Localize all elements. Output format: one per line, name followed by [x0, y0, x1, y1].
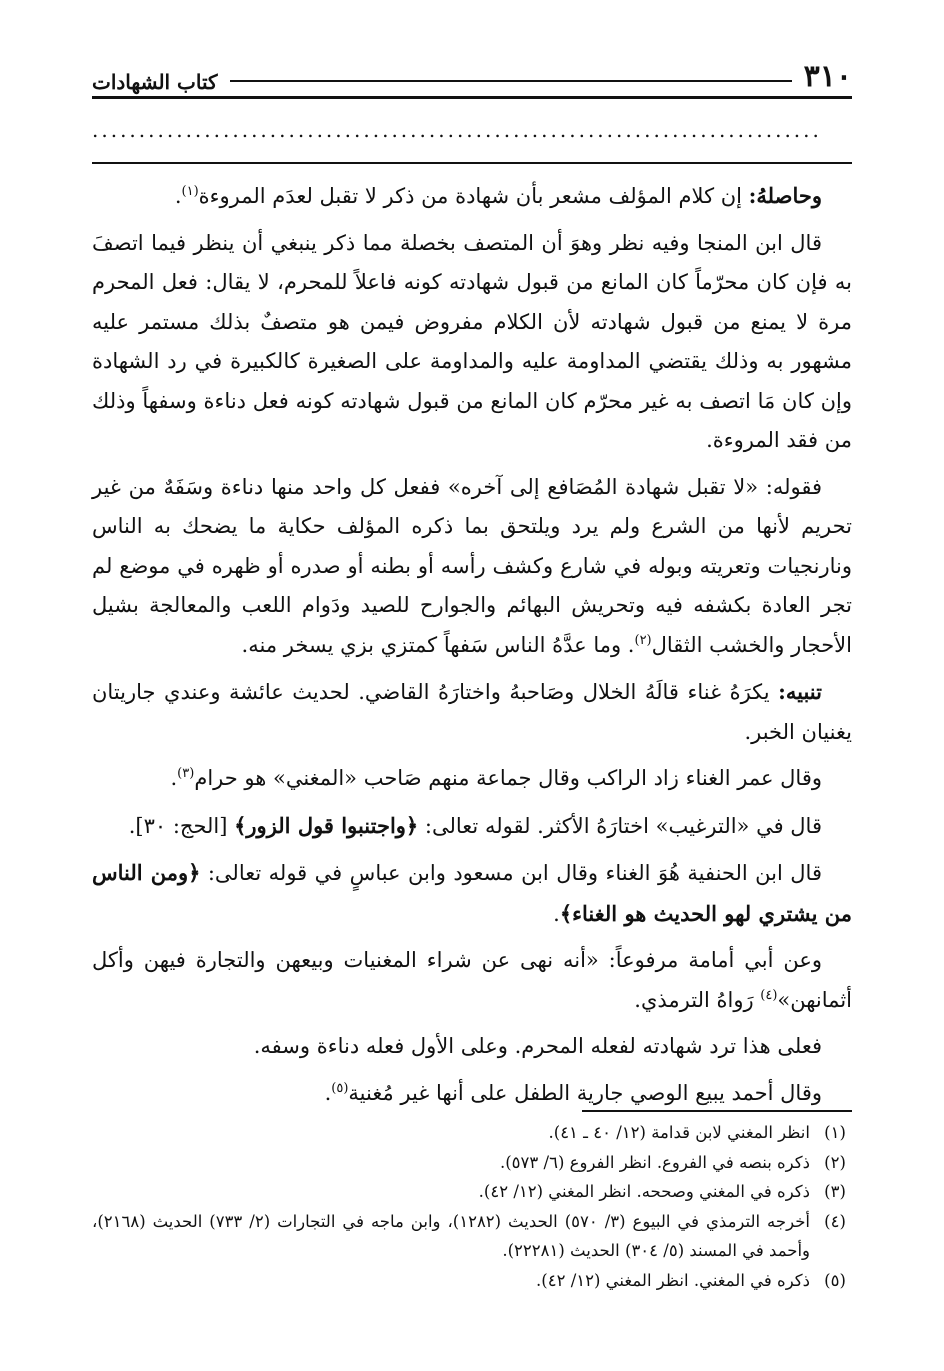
footnotes [92, 1118, 852, 1295]
paragraph-targhib [92, 806, 852, 847]
page-number: ٣١٠ [803, 59, 852, 94]
footnote-number: (٤) [824, 1211, 846, 1231]
footnote-text: أخرجه الترمذي في البيوع (٣/ ٥٧٠) الحديث (١٢٨٢)، وابن ماجه في التجارات (٢/ ٧٣٣) الحديث (٢١٦٨)، وأحمد في المسند (٥/ ٣٠٤) الحديث (٢٢٢٨١). [92, 1211, 810, 1260]
paragraph-text: قال ابن الحنفية هُوَ الغناء وقال ابن مسعود وابن عباسٍ في قوله تعالى: [200, 861, 822, 885]
lead-word: وحاصلهُ: [748, 183, 822, 208]
footnote-ref[interactable]: (٤) [760, 987, 778, 1003]
dotted-separator: .............................................................................. [92, 118, 822, 142]
paragraph-text: وعن أبي أمامة مرفوعاً: «أنه نهى عن شراء المغنيات وبيعهن والتجارة فيهن وأكل أثمانهن» [92, 948, 852, 1012]
paragraph-umar [92, 759, 852, 799]
book-title: كتاب الشهادات [92, 70, 218, 94]
paragraph-ahmad [92, 1074, 852, 1114]
paragraph-tail: . [170, 766, 178, 790]
footnote [92, 1177, 852, 1207]
paragraph-note [92, 672, 852, 752]
footnote-text: ذكره بنصه في الفروع. انظر الفروع (٦/ ٥٧٣). [499, 1152, 810, 1172]
footnote-number: (٢) [824, 1152, 846, 1172]
paragraph-tail: . وما عدَّهُ الناس سَفهاً كمتزي بزي يسخر منه. [241, 632, 635, 657]
running-header [92, 50, 852, 99]
quran-verse: ﴿ومن الناس من يشتري لهو الحديث هو الغناء﴾ [92, 860, 852, 926]
paragraph-conclusion: فعلى هذا ترد شهادته لفعله المحرم. وعلى الأول فعله دناءة وسفه. [253, 1034, 822, 1058]
paragraph-ibn-almunja: قال ابن المنجا وفيه نظر وهوَ أن المتصف بخصلة مما ذكر ينبغي أن ينظر فيما اتصفَ به فإن كان محرّماً كان المانع من قبول شهادته كونه فاعلاً للمحرم، لا يقال: فعل المحرم مرة لا يمنع من قبول شهادته لأن الكلام مفروض فيمن هو متصفٌ بذلك مستمر عليه مشهور به وذلك يقتضي المداومة عليه والمداومة على الصغيرة كالكبيرة في رد الشهادة وإن كان مَا اتصف به غير محرّم كان المانع من قبول شهادته كونه فعل دناءة وسفهاً وذلك من فقد المروءة. [92, 230, 852, 452]
paragraph-ibn-alhanafiyya [92, 853, 852, 934]
paragraph-tail: [الحج: ٣٠]. [128, 813, 235, 838]
header-rule [230, 80, 792, 82]
paragraph-tail: . [324, 1080, 332, 1105]
footnote-text: انظر المغني لابن قدامة (١٢/ ٤٠ ـ ٤١). [548, 1123, 810, 1142]
paragraph-abu-umama [92, 941, 852, 1020]
footnote [92, 1148, 852, 1178]
paragraph-commentary [92, 468, 852, 666]
paragraph-text: فقوله: «لا تقبل شهادة المُصَافع إلى آخره» ففعل كل واحد منها دناءة وسَفَهٌ من غير تحريم لأنها من الشرع ولم يرد ويلتحق بما ذكره المؤلف حكاية ما يضحك به الناس ونارنجيات وتعريته وبوله في شارع وكشف رأسه أو بطنه أو صدره أو ظهره في موضع لم تجر العادة بكشفه فيه وتحريش البهائم والجوارح للصيد ودَوام اللعب والمعالجة بشيل الأحجار والخشب الثقال [92, 474, 852, 657]
footnote-number: (١) [824, 1123, 846, 1142]
footnote-rule [582, 1110, 852, 1112]
footnote-ref[interactable]: (٣) [177, 766, 195, 781]
separator-rule [92, 162, 852, 164]
paragraph-tail: . [553, 901, 560, 926]
footnote-text: ذكره في المغني وصححه. انظر المغني (١٢/ ٤٢). [478, 1182, 810, 1201]
footnote [92, 1207, 852, 1266]
footnote [92, 1266, 852, 1296]
paragraph-text: وقال أحمد يبيع الوصي جارية الطفل على أنها غير مُغنية [348, 1080, 822, 1105]
footnote-number: (٥) [824, 1270, 846, 1290]
quran-verse: ﴿واجتنبوا قول الزور﴾ [234, 812, 419, 838]
paragraph-text: يكرَهُ غناء قالَهُ الخلال وصَاحبهُ واختارَهُ القاضي. لحديث عائشة وعندي جاريتان يغنيان الخبر. [92, 680, 852, 744]
footnote-ref[interactable]: (١) [181, 184, 199, 199]
paragraph-tail: رَواهُ الترمذي. [634, 987, 761, 1012]
footnote [92, 1118, 852, 1148]
paragraph-summary [92, 176, 852, 217]
main-text [92, 176, 852, 1120]
footnote-ref[interactable]: (٥) [331, 1080, 349, 1096]
paragraph-text: قال في «الترغيب» اختارَهُ الأكثر. لقوله تعالى: [418, 813, 822, 838]
paragraph-text: وقال عمر الغناء زاد الراكب وقال جماعة منهم صَاحب «المغني» هو حرام [194, 766, 822, 790]
footnote-text: ذكره في المغني. انظر المغني (١٢/ ٤٢). [536, 1270, 810, 1290]
footnote-ref[interactable]: (٢) [634, 632, 652, 648]
lead-word: تنبيه: [778, 679, 822, 704]
footnote-number: (٣) [824, 1182, 846, 1201]
paragraph-tail: . [174, 184, 182, 208]
paragraph-text: إن كلام المؤلف مشعر بأن شهادة من ذكر لا تقبل لعدَم المروءة [198, 184, 749, 208]
